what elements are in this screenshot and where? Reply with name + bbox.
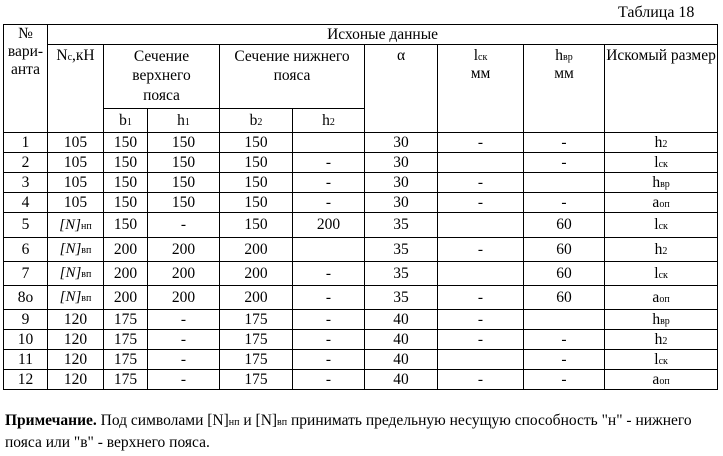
cell-nc: 120 xyxy=(48,310,104,330)
cell-b1: 175 xyxy=(104,330,148,350)
header-hvr: hвр мм xyxy=(524,45,605,133)
cell-result: aоп xyxy=(605,370,718,390)
table-row xyxy=(4,133,718,153)
cell-variant: 8о xyxy=(4,286,48,310)
cell-h2: - xyxy=(293,310,365,330)
cell-hvr: - xyxy=(524,153,605,173)
cell-nc: 120 xyxy=(48,330,104,350)
cell-h1: 150 xyxy=(148,173,220,193)
cell-b2: 175 xyxy=(220,330,293,350)
cell-variant: 2 xyxy=(4,153,48,173)
cell-nc: [N]вп xyxy=(48,286,104,310)
cell-variant: 11 xyxy=(4,350,48,370)
cell-h2 xyxy=(293,133,365,153)
cell-b1: 150 xyxy=(104,213,148,238)
table-row xyxy=(4,330,718,350)
note-text-3: принимать предельную несущую способность "н" - нижнего пояса или "в" - верхнего пояса. xyxy=(5,412,692,451)
note-sub-2: вп xyxy=(277,417,288,428)
cell-nc: 105 xyxy=(48,133,104,153)
table-caption: Таблица 18 xyxy=(618,4,695,21)
cell-h2: - xyxy=(293,153,365,173)
cell-lsk xyxy=(438,262,524,286)
header-h2: h2 xyxy=(293,109,365,133)
table-row xyxy=(4,262,718,286)
cell-h2: - xyxy=(293,193,365,213)
header-sought: Искомый размер xyxy=(605,45,718,133)
header-lower-chord: Сечение нижнего пояса xyxy=(220,45,365,109)
cell-result: aоп xyxy=(605,286,718,310)
table-row xyxy=(4,370,718,390)
header-h1: h1 xyxy=(148,109,220,133)
cell-a: 35 xyxy=(365,213,438,238)
cell-h1: 150 xyxy=(148,133,220,153)
cell-h1: - xyxy=(148,213,220,238)
header-lsk: lск мм xyxy=(438,45,524,133)
cell-hvr xyxy=(524,173,605,193)
cell-b2: 150 xyxy=(220,133,293,153)
cell-lsk: - xyxy=(438,370,524,390)
cell-h2: - xyxy=(293,173,365,193)
cell-b1: 175 xyxy=(104,370,148,390)
cell-result: lск xyxy=(605,153,718,173)
cell-variant: 6 xyxy=(4,238,48,262)
note-text-1: Под символами [N] xyxy=(96,412,229,429)
cell-b2: 200 xyxy=(220,238,293,262)
cell-lsk: - xyxy=(438,193,524,213)
cell-variant: 12 xyxy=(4,370,48,390)
cell-hvr: - xyxy=(524,133,605,153)
note-sub-1: нп xyxy=(228,417,240,428)
cell-h2: - xyxy=(293,330,365,350)
header-group: Исхоные данные xyxy=(48,25,718,45)
cell-result: lск xyxy=(605,213,718,238)
note xyxy=(5,411,717,453)
cell-nc: [N]вп xyxy=(48,238,104,262)
cell-h1: 150 xyxy=(148,193,220,213)
cell-b1: 175 xyxy=(104,350,148,370)
cell-lsk: - xyxy=(438,330,524,350)
cell-b2: 200 xyxy=(220,286,293,310)
cell-h2: - xyxy=(293,350,365,370)
cell-a: 40 xyxy=(365,310,438,330)
cell-lsk xyxy=(438,153,524,173)
cell-lsk xyxy=(438,213,524,238)
cell-variant: 1 xyxy=(4,133,48,153)
cell-b1: 200 xyxy=(104,262,148,286)
header-b2: b2 xyxy=(220,109,293,133)
cell-result: aоп xyxy=(605,193,718,213)
cell-variant: 7 xyxy=(4,262,48,286)
cell-h1: - xyxy=(148,350,220,370)
cell-lsk xyxy=(438,350,524,370)
cell-h1: 150 xyxy=(148,153,220,173)
cell-result: hвр xyxy=(605,173,718,193)
cell-a: 30 xyxy=(365,193,438,213)
cell-variant: 5 xyxy=(4,213,48,238)
cell-h1: - xyxy=(148,310,220,330)
cell-b1: 200 xyxy=(104,238,148,262)
cell-nc: 120 xyxy=(48,350,104,370)
cell-h2: 200 xyxy=(293,213,365,238)
cell-a: 30 xyxy=(365,173,438,193)
header-nc: Nc,кН xyxy=(48,45,104,133)
cell-b2: 150 xyxy=(220,193,293,213)
cell-a: 40 xyxy=(365,330,438,350)
cell-hvr: 60 xyxy=(524,286,605,310)
table-row xyxy=(4,286,718,310)
cell-b2: 175 xyxy=(220,350,293,370)
cell-lsk: - xyxy=(438,238,524,262)
table-row xyxy=(4,173,718,193)
data-table xyxy=(3,24,718,390)
cell-variant: 3 xyxy=(4,173,48,193)
cell-variant: 4 xyxy=(4,193,48,213)
cell-nc: 105 xyxy=(48,193,104,213)
cell-b2: 200 xyxy=(220,262,293,286)
cell-result: lск xyxy=(605,262,718,286)
cell-nc: 120 xyxy=(48,370,104,390)
cell-hvr: - xyxy=(524,350,605,370)
table-row xyxy=(4,238,718,262)
cell-result: h2 xyxy=(605,330,718,350)
cell-a: 40 xyxy=(365,350,438,370)
table-row xyxy=(4,213,718,238)
cell-b1: 150 xyxy=(104,133,148,153)
cell-h1: - xyxy=(148,330,220,350)
cell-b2: 175 xyxy=(220,370,293,390)
cell-b1: 175 xyxy=(104,310,148,330)
header-variant: № вари- анта xyxy=(4,25,48,133)
note-text-2: и [N] xyxy=(239,412,278,429)
table-body xyxy=(4,133,718,390)
cell-h2: - xyxy=(293,286,365,310)
cell-nc: 105 xyxy=(48,153,104,173)
cell-b1: 200 xyxy=(104,286,148,310)
cell-result: h2 xyxy=(605,238,718,262)
cell-lsk: - xyxy=(438,133,524,153)
table-row xyxy=(4,310,718,330)
cell-a: 35 xyxy=(365,286,438,310)
cell-hvr: 60 xyxy=(524,213,605,238)
cell-h1: 200 xyxy=(148,286,220,310)
cell-hvr: - xyxy=(524,370,605,390)
cell-a: 30 xyxy=(365,133,438,153)
cell-b2: 150 xyxy=(220,153,293,173)
header-b1: b1 xyxy=(104,109,148,133)
cell-nc: [N]нп xyxy=(48,213,104,238)
cell-hvr xyxy=(524,310,605,330)
note-label: Примечание. xyxy=(5,412,97,429)
cell-b1: 150 xyxy=(104,153,148,173)
cell-h2 xyxy=(293,238,365,262)
cell-hvr: 60 xyxy=(524,238,605,262)
cell-h2: - xyxy=(293,370,365,390)
cell-a: 30 xyxy=(365,153,438,173)
table-row xyxy=(4,193,718,213)
table-row xyxy=(4,350,718,370)
cell-result: h2 xyxy=(605,133,718,153)
table-row xyxy=(4,153,718,173)
cell-h1: - xyxy=(148,370,220,390)
cell-lsk: - xyxy=(438,173,524,193)
cell-h2: - xyxy=(293,262,365,286)
cell-lsk: - xyxy=(438,286,524,310)
cell-nc: [N]вп xyxy=(48,262,104,286)
cell-variant: 10 xyxy=(4,330,48,350)
cell-a: 35 xyxy=(365,262,438,286)
cell-result: hвр xyxy=(605,310,718,330)
cell-hvr: - xyxy=(524,193,605,213)
cell-hvr: 60 xyxy=(524,262,605,286)
cell-lsk: - xyxy=(438,310,524,330)
cell-b2: 175 xyxy=(220,310,293,330)
cell-a: 35 xyxy=(365,238,438,262)
header-alpha: α xyxy=(365,45,438,133)
header-upper-chord: Сечение верхнего пояса xyxy=(104,45,220,109)
cell-b2: 150 xyxy=(220,173,293,193)
cell-h1: 200 xyxy=(148,238,220,262)
cell-b1: 150 xyxy=(104,193,148,213)
cell-b1: 150 xyxy=(104,173,148,193)
cell-hvr: - xyxy=(524,330,605,350)
cell-nc: 105 xyxy=(48,173,104,193)
cell-result: lск xyxy=(605,350,718,370)
cell-b2: 150 xyxy=(220,213,293,238)
cell-a: 40 xyxy=(365,370,438,390)
cell-variant: 9 xyxy=(4,310,48,330)
cell-h1: 200 xyxy=(148,262,220,286)
